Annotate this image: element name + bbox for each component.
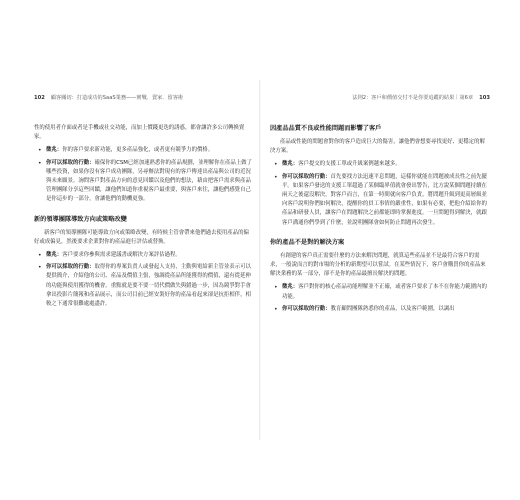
bullet-list — [270, 283, 490, 314]
list-item-term: 你可以採取的行動： — [46, 159, 95, 166]
list-item — [274, 283, 490, 301]
paragraph: 有創建的客戶真正需要什麼的方法來解決問題，就算這些產品並不是最符合客戶的需求，一般說而言的對市場的分析的新期望可以嘗試。在某些情況下，客戶會購買你的產品來解決業務的某一部分，卻不是你的產品最擅長解決的問題。 — [270, 252, 486, 278]
right-page — [270, 94, 490, 434]
list-item — [38, 251, 254, 260]
bullet-list — [34, 146, 254, 204]
list-item-text: 取得你的專案負責人或發起人支持，主動與電給新主管並表示可以提供簡介，介紹他的公司、產品及價值主張，強調從產品所能獲得的價值，還有從延伸的功能與使用獲得的機會。重點就是要不要一切代價做失與錯過一步，因為競爭對手會拿出投影片簡報和產品展示，而公司目前已經安裝好你的產品看起來卻是抗拒相伴，相較之下通常很難處處盡許。 — [46, 264, 251, 308]
bullet-icon: • — [274, 284, 278, 292]
right-running-header — [270, 94, 490, 104]
list-item-text: 客戶提交的支援工單或升級案例越來越多。 — [298, 161, 401, 168]
left-page-body — [34, 124, 254, 309]
list-item-text: 首先要找方法迅速平息問題，這樣你就能在問題被成長性之前先擺平。如果客戶發送的支援工單超過了某個臨界值就會發出警告，比方說某個問題持續在兩天之後還沒解決，對客戶而言，在第一時間就向客戶負責，將問題升級到更高層級並向客戶說明你們如何解決，提醒你的員工事情的嚴重性，如果有必要，把他介紹給你的產品和研發人員，讓客戶在問題解決之前都能即時掌握進度。一旦問題得到解決，就跟客戶溝通你們學到了什麼，並說明團隊會如何防止問題再次發生。 — [282, 173, 487, 226]
bullet-icon: • — [274, 161, 278, 169]
section-heading: 因產品品質不良或性能問題而影響了客戶 — [270, 125, 382, 132]
right-page-number: 103 — [479, 95, 490, 102]
list-item-term: 徵兆： — [282, 161, 299, 168]
left-running-header — [34, 94, 254, 104]
list-item-text: 確保你的CSM已經加速熟悉你的產品規劃，並理解你在產品上做了哪些投資，如果你沒有客戶成功團隊，另尋辦法對現有的客戶傳達出產品與公司的近況與未來願景。詢問客戶對產品方向的意見回饋以及他們的想法，藉由把客戶需求與產品管理團隊分享這些回饋，讓他們知道你重視客戶最重要，與客戶來往，讓他們感覺自己是你這步的一部分，會讓他們的動機更強。 — [46, 159, 252, 203]
list-item — [38, 146, 254, 155]
list-item-term: 徵兆： — [46, 147, 63, 154]
left-page-number: 102 — [34, 95, 45, 102]
bullet-icon: • — [38, 159, 42, 167]
list-item-term: 你可以採取的行動： — [282, 305, 331, 312]
book-spine-shadow — [259, 80, 261, 440]
paragraph: 產品或性能的問題會對你的客戶造成巨大的傷害，讓他們會想要尋找更好、更穩定的解決方案。 — [270, 139, 485, 155]
section-heading: 新的領導團隊導致方向或策略改變 — [34, 215, 127, 223]
left-page — [34, 94, 254, 434]
paragraph: 性的使用者介面或者是手機或社交功能，而加上價錢更迭的誘惑，都會讓許多公司轉換賣家。 — [34, 125, 245, 141]
list-item-term: 你可以採取的行動： — [46, 264, 95, 271]
right-header-title: 法則2：客戶和價值交付不是你要追蹤的結果｜第6章 — [352, 95, 474, 102]
bullet-icon: • — [274, 173, 278, 181]
bullet-icon: • — [274, 305, 278, 313]
bullet-list — [270, 160, 490, 227]
bullet-icon: • — [38, 264, 42, 272]
list-item-text: 你的客戶要求新功能，更多產品強化，或者更有競爭力的價格。 — [62, 147, 214, 154]
list-item — [274, 173, 490, 228]
section-heading: 你的產品不是對的解決方案 — [270, 238, 345, 246]
list-item-term: 徵兆： — [282, 284, 299, 291]
right-page-body — [270, 124, 490, 314]
paragraph: 新客戶的領導團隊可能導致方向或策略改變，有時候主管會帶來他們過去使用產品的偏好或成偏見，然後要求企業對你的產品進行評估或替換。 — [34, 229, 249, 245]
list-item — [274, 160, 490, 169]
list-item-text: 教育顧問團隊熟悉你的產品，以及客戶範圍，以調出 — [330, 305, 455, 312]
list-item-term: 徵兆： — [46, 252, 63, 259]
list-item — [274, 305, 490, 314]
list-item — [38, 159, 254, 205]
bullet-list — [34, 251, 254, 309]
bullet-icon: • — [38, 147, 42, 155]
left-header-title: 顧客關切：打造成功的SaaS業務——實戰．賣家．留客術 — [50, 95, 184, 102]
bullet-icon: • — [38, 252, 42, 260]
list-item-term: 你可以採取的行動： — [282, 173, 331, 180]
list-item-text: 客戶要求你參與需求建議書或解決方案評估過程。 — [62, 252, 181, 259]
list-item — [38, 263, 254, 309]
list-item-text: 客戶對你的核心產品功能理解並不正確，或者客戶要求了本不在你能力範圍內的功能。 — [282, 284, 487, 300]
